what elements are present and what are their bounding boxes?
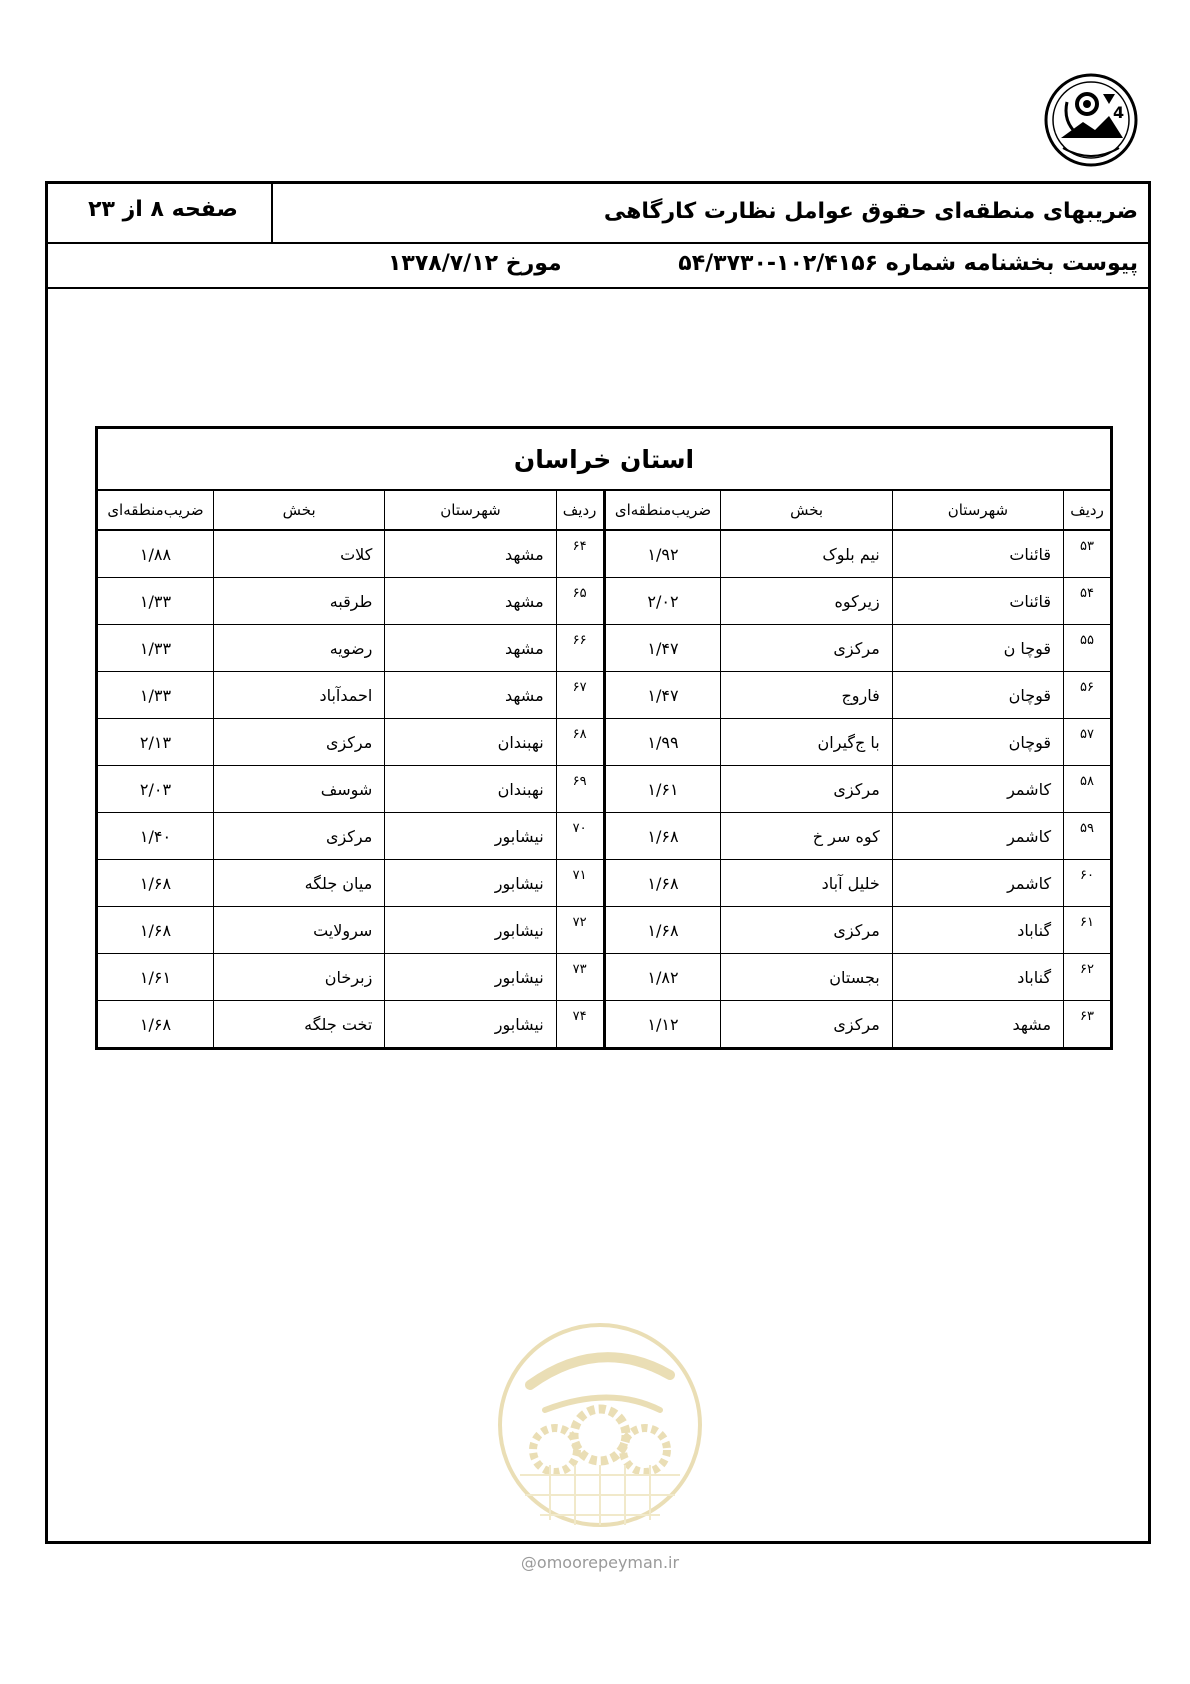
coefficient-cell: ۱/۴۷	[604, 672, 721, 719]
row-number-cell: ۵۵	[1064, 625, 1112, 672]
column-header-county: شهرستان	[892, 490, 1063, 530]
row-number-cell: ۶۲	[1064, 954, 1112, 1001]
county-cell: گناباد	[892, 907, 1063, 954]
district-cell: مرکزی	[213, 813, 384, 860]
county-cell: مشهد	[892, 1001, 1063, 1049]
column-header-coefficient: ضریب‌منطقه‌ای	[97, 490, 214, 530]
district-cell: مرکزی	[213, 719, 384, 766]
column-header-county: شهرستان	[385, 490, 556, 530]
district-cell: میان جلگه	[213, 860, 384, 907]
row-number-cell: ۵۷	[1064, 719, 1112, 766]
row-number-cell: ۶۶	[556, 625, 604, 672]
coefficient-cell: ۱/۴۷	[604, 625, 721, 672]
county-cell: نیشابور	[385, 954, 556, 1001]
county-cell: نهبندان	[385, 766, 556, 813]
row-number-cell: ۶۱	[1064, 907, 1112, 954]
row-number-cell: ۶۰	[1064, 860, 1112, 907]
coefficient-cell: ۱/۶۸	[604, 907, 721, 954]
table-caption: استان خراسان	[97, 428, 1112, 491]
county-cell: کاشمر	[892, 813, 1063, 860]
county-cell: قوچا ن	[892, 625, 1063, 672]
column-header-row-no: ردیف	[556, 490, 604, 530]
district-cell: خلیل آباد	[721, 860, 892, 907]
district-cell: طرقبه	[213, 578, 384, 625]
column-header-row-no: ردیف	[1064, 490, 1112, 530]
row-number-cell: ۷۴	[556, 1001, 604, 1049]
coefficient-cell: ۱/۶۸	[604, 813, 721, 860]
organization-logo	[1043, 72, 1139, 168]
district-cell: تخت جلگه	[213, 1001, 384, 1049]
table-row	[97, 578, 1112, 625]
district-cell: با ج‌گیران	[721, 719, 892, 766]
coefficient-cell: ۱/۹۲	[604, 530, 721, 578]
watermark-site-text: @omoorepeyman.ir	[520, 1553, 680, 1572]
row-number-cell: ۷۱	[556, 860, 604, 907]
watermark-seal	[490, 1315, 710, 1555]
coefficient-cell: ۱/۶۸	[97, 860, 214, 907]
county-cell: قوچان	[892, 719, 1063, 766]
county-cell: نیشابور	[385, 813, 556, 860]
row-number-cell: ۵۶	[1064, 672, 1112, 719]
coefficient-cell: ۱/۹۹	[604, 719, 721, 766]
district-cell: کوه سر خ	[721, 813, 892, 860]
row-number-cell: ۶۳	[1064, 1001, 1112, 1049]
circular-date: مورخ ۱۳۷۸/۷/۱۲	[388, 251, 562, 276]
county-cell: مشهد	[385, 578, 556, 625]
county-cell: کاشمر	[892, 860, 1063, 907]
table-row	[97, 530, 1112, 578]
coefficient-cell: ۱/۴۰	[97, 813, 214, 860]
county-cell: نهبندان	[385, 719, 556, 766]
coefficient-cell: ۲/۱۳	[97, 719, 214, 766]
district-cell: مرکزی	[721, 625, 892, 672]
coefficient-cell: ۱/۶۸	[604, 860, 721, 907]
table-row	[97, 860, 1112, 907]
column-header-district: بخش	[213, 490, 384, 530]
county-cell: کاشمر	[892, 766, 1063, 813]
table-row	[97, 813, 1112, 860]
table-row	[97, 672, 1112, 719]
coefficient-cell: ۱/۳۳	[97, 672, 214, 719]
county-cell: مشهد	[385, 625, 556, 672]
coefficient-cell: ۲/۰۳	[97, 766, 214, 813]
county-cell: قائنات	[892, 578, 1063, 625]
table-row	[97, 1001, 1112, 1049]
row-number-cell: ۵۸	[1064, 766, 1112, 813]
district-cell: نیم بلوک	[721, 530, 892, 578]
circular-number: پیوست بخشنامه شماره ۱۰۲/۴۱۵۶-۵۴/۳۷۳۰	[678, 251, 1138, 276]
district-cell: مرکزی	[721, 907, 892, 954]
coefficient-cell: ۱/۶۱	[97, 954, 214, 1001]
district-cell: سرولایت	[213, 907, 384, 954]
table-body	[97, 530, 1112, 1049]
page-number: صفحه ۸ از ۲۳	[88, 197, 238, 222]
county-cell: نیشابور	[385, 860, 556, 907]
row-number-cell: ۷۳	[556, 954, 604, 1001]
table-row	[97, 719, 1112, 766]
district-cell: کلات	[213, 530, 384, 578]
coefficient-cell: ۱/۳۳	[97, 578, 214, 625]
district-cell: زیرکوه	[721, 578, 892, 625]
row-number-cell: ۶۴	[556, 530, 604, 578]
row-number-cell: ۶۹	[556, 766, 604, 813]
table-row	[97, 766, 1112, 813]
coefficient-cell: ۱/۶۸	[97, 1001, 214, 1049]
district-cell: شوسف	[213, 766, 384, 813]
table-row	[97, 954, 1112, 1001]
coefficient-cell: ۱/۳۳	[97, 625, 214, 672]
regional-coefficient-table	[95, 426, 1113, 1050]
coefficient-cell: ۱/۸۸	[97, 530, 214, 578]
district-cell: بجستان	[721, 954, 892, 1001]
county-cell: گناباد	[892, 954, 1063, 1001]
coefficient-cell: ۱/۶۸	[97, 907, 214, 954]
svg-text:4: 4	[1113, 103, 1125, 122]
county-cell: نیشابور	[385, 907, 556, 954]
county-cell: مشهد	[385, 672, 556, 719]
table-row	[97, 907, 1112, 954]
row-number-cell: ۷۲	[556, 907, 604, 954]
row-number-cell: ۶۷	[556, 672, 604, 719]
county-cell: قائنات	[892, 530, 1063, 578]
county-cell: نیشابور	[385, 1001, 556, 1049]
district-cell: مرکزی	[721, 1001, 892, 1049]
coefficient-cell: ۱/۱۲	[604, 1001, 721, 1049]
document-title: ضریبهای منطقه‌ای حقوق عوامل نظارت کارگاهی	[603, 199, 1138, 224]
header-reference-row	[48, 244, 1148, 289]
row-number-cell: ۵۳	[1064, 530, 1112, 578]
district-cell: فاروج	[721, 672, 892, 719]
row-number-cell: ۵۹	[1064, 813, 1112, 860]
county-cell: قوچان	[892, 672, 1063, 719]
coefficient-cell: ۲/۰۲	[604, 578, 721, 625]
column-header-district: بخش	[721, 490, 892, 530]
district-cell: احمدآباد	[213, 672, 384, 719]
coefficient-cell: ۱/۸۲	[604, 954, 721, 1001]
district-cell: مرکزی	[721, 766, 892, 813]
row-number-cell: ۵۴	[1064, 578, 1112, 625]
row-number-cell: ۷۰	[556, 813, 604, 860]
header-divider	[271, 184, 273, 242]
row-number-cell: ۶۸	[556, 719, 604, 766]
column-header-coefficient: ضریب‌منطقه‌ای	[604, 490, 721, 530]
district-cell: رضویه	[213, 625, 384, 672]
county-cell: مشهد	[385, 530, 556, 578]
row-number-cell: ۶۵	[556, 578, 604, 625]
table-row	[97, 625, 1112, 672]
coefficient-cell: ۱/۶۱	[604, 766, 721, 813]
header-title-row	[48, 184, 1148, 244]
district-cell: زبرخان	[213, 954, 384, 1001]
